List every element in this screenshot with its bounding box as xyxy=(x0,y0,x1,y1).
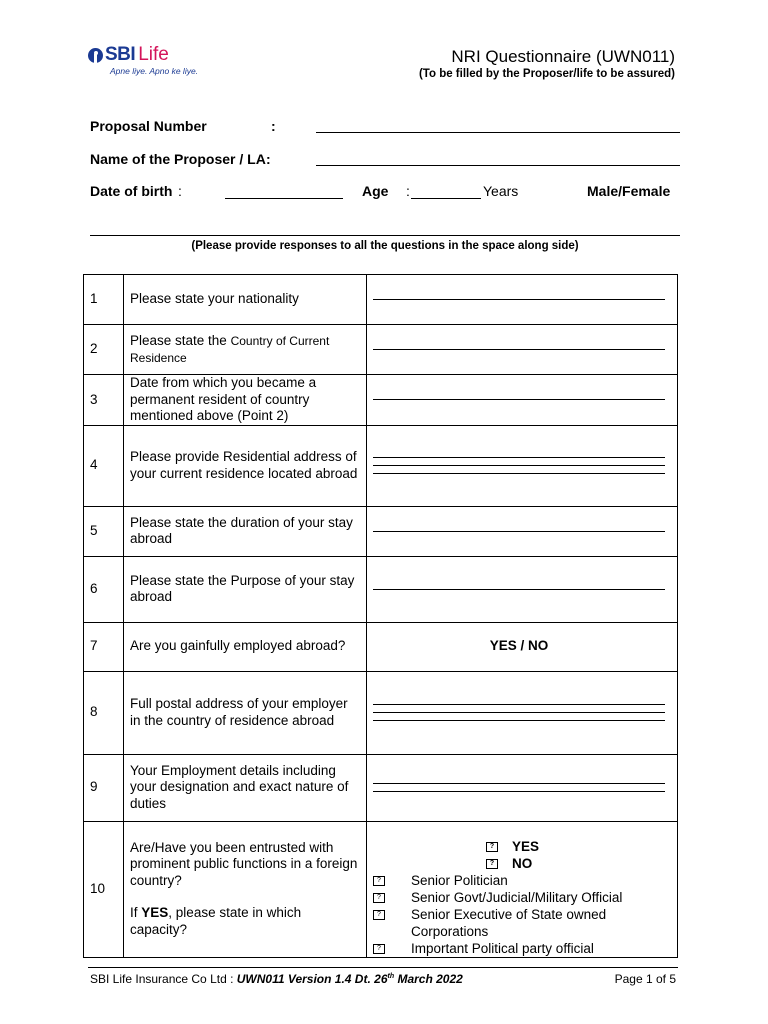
sbi-life-logo xyxy=(88,44,198,76)
proposer-name-field[interactable] xyxy=(316,165,680,166)
question-text-small: Country of Current Residence xyxy=(130,334,330,365)
logo-brand: SBI xyxy=(105,44,136,65)
question-text-main: Please state the xyxy=(130,333,227,348)
answer-line[interactable] xyxy=(373,531,665,532)
answer-line[interactable] xyxy=(373,349,665,350)
answer-line[interactable] xyxy=(373,299,665,300)
option-label: Senior Politician xyxy=(411,872,508,888)
option-label: Important Political party official xyxy=(411,940,594,956)
question-row xyxy=(84,556,678,622)
answer-line[interactable] xyxy=(373,712,665,713)
proposal-number-colon: : xyxy=(271,118,276,134)
question-row xyxy=(84,275,678,325)
checkbox-icon[interactable]: ? xyxy=(486,842,498,852)
question-row xyxy=(84,671,678,754)
yes-label: YES xyxy=(512,838,540,854)
age-field[interactable] xyxy=(411,198,481,199)
followup-prefix: If xyxy=(130,905,138,921)
question-row xyxy=(84,425,678,506)
question-text: Date from which you became a permanent resident of country mentioned above (Point 2) xyxy=(124,375,367,426)
option-label: Senior Govt/Judicial/Military Official xyxy=(411,889,623,905)
followup-suffix: , please state in which capacity? xyxy=(130,905,302,937)
footer-page-number: Page 1 of 5 xyxy=(614,972,676,986)
option-label: Senior Executive of State owned Corporations xyxy=(411,906,607,939)
question-number: 5 xyxy=(84,506,124,556)
footer-company-name: SBI Life Insurance Co Ltd : xyxy=(90,972,234,986)
answer-line[interactable] xyxy=(373,791,665,792)
answer-line[interactable] xyxy=(373,720,665,721)
question-text: Your Employment details including your designation and exact nature of duties xyxy=(124,754,367,821)
proposal-number-label: Proposal Number xyxy=(90,118,207,134)
gender-label: Male/Female xyxy=(587,183,671,199)
answer-cell[interactable] xyxy=(367,275,678,325)
question-number: 9 xyxy=(84,754,124,821)
footer-version: UWN011 Version 1.4 Dt. 26th March 2022 xyxy=(236,972,463,986)
answer-line[interactable] xyxy=(373,457,665,458)
answer-cell[interactable] xyxy=(367,325,678,375)
header-divider xyxy=(90,235,680,236)
answer-line[interactable] xyxy=(373,783,665,784)
questions-table xyxy=(83,274,678,958)
question-number: 6 xyxy=(84,556,124,622)
question-number: 10 xyxy=(84,821,124,957)
checkbox-icon[interactable]: ? xyxy=(373,910,385,920)
proposal-number-field[interactable] xyxy=(316,132,680,133)
dob-label: Date of birth xyxy=(90,183,173,199)
checkbox-icon[interactable]: ? xyxy=(373,876,385,886)
yes-no-answer[interactable]: YES / NO xyxy=(367,622,678,671)
logo-tagline: Apne liye. Apno ke liye. xyxy=(110,66,199,76)
question-text xyxy=(124,821,367,957)
question-text xyxy=(124,325,367,375)
checkbox-icon[interactable]: ? xyxy=(373,893,385,903)
age-years-label: Years xyxy=(483,183,519,199)
footer-company xyxy=(90,972,463,986)
question-number: 3 xyxy=(84,375,124,426)
question-followup xyxy=(130,905,358,938)
question-number: 4 xyxy=(84,425,124,506)
question-number: 1 xyxy=(84,275,124,325)
answer-cell[interactable] xyxy=(367,754,678,821)
proposer-name-label: Name of the Proposer / LA xyxy=(90,151,266,167)
question-text: Please provide Residential address of your current residence located abroad xyxy=(124,425,367,506)
footer-divider xyxy=(88,967,678,968)
question-text: Please state the duration of your stay abroad xyxy=(124,506,367,556)
answer-cell[interactable] xyxy=(367,425,678,506)
question-row xyxy=(84,375,678,426)
question-text: Are you gainfully employed abroad? xyxy=(124,622,367,671)
checkbox-icon[interactable]: ? xyxy=(373,944,385,954)
answer-line[interactable] xyxy=(373,465,665,466)
question-row xyxy=(84,622,678,671)
answer-cell[interactable] xyxy=(367,671,678,754)
capacity-option[interactable] xyxy=(373,906,665,940)
capacity-option[interactable] xyxy=(373,889,665,906)
followup-yes: YES xyxy=(141,905,169,921)
answer-line[interactable] xyxy=(373,589,665,590)
logo-brand-suffix: Life xyxy=(138,44,169,65)
answer-cell[interactable] xyxy=(367,506,678,556)
question-row xyxy=(84,325,678,375)
question-row xyxy=(84,754,678,821)
dob-field[interactable] xyxy=(225,198,343,199)
question-text: Please state the Purpose of your stay abroad xyxy=(124,556,367,622)
question-text-main: Are/Have you been entrusted with prominent public functions in a foreign country? xyxy=(130,839,358,888)
question-row xyxy=(84,506,678,556)
answer-cell[interactable] xyxy=(367,375,678,426)
yes-option[interactable] xyxy=(373,838,665,855)
question-number: 8 xyxy=(84,671,124,754)
question-number: 7 xyxy=(84,622,124,671)
answer-line[interactable] xyxy=(373,399,665,400)
question-text: Please state your nationality xyxy=(124,275,367,325)
question-text: Full postal address of your employer in the country of residence abroad xyxy=(124,671,367,754)
logo-keyhole-icon xyxy=(88,48,103,63)
capacity-option[interactable] xyxy=(373,940,665,957)
answer-line[interactable] xyxy=(373,473,665,474)
proposer-name-colon: : xyxy=(266,151,271,167)
checkbox-icon[interactable]: ? xyxy=(486,859,498,869)
page-title: NRI Questionnaire (UWN011) xyxy=(451,47,675,66)
age-colon: : xyxy=(406,183,410,199)
no-option[interactable] xyxy=(373,855,665,872)
answer-line[interactable] xyxy=(373,704,665,705)
answer-cell[interactable] xyxy=(367,821,678,957)
answer-cell[interactable] xyxy=(367,556,678,622)
capacity-option[interactable] xyxy=(373,872,665,889)
no-label: NO xyxy=(512,855,533,871)
question-number: 2 xyxy=(84,325,124,375)
instructions-note: (Please provide responses to all the questions in the space along side) xyxy=(191,240,579,252)
age-label: Age xyxy=(362,183,389,199)
question-row xyxy=(84,821,678,957)
page-subtitle: (To be filled by the Proposer/life to be assured) xyxy=(418,68,675,80)
dob-colon: : xyxy=(178,183,182,199)
